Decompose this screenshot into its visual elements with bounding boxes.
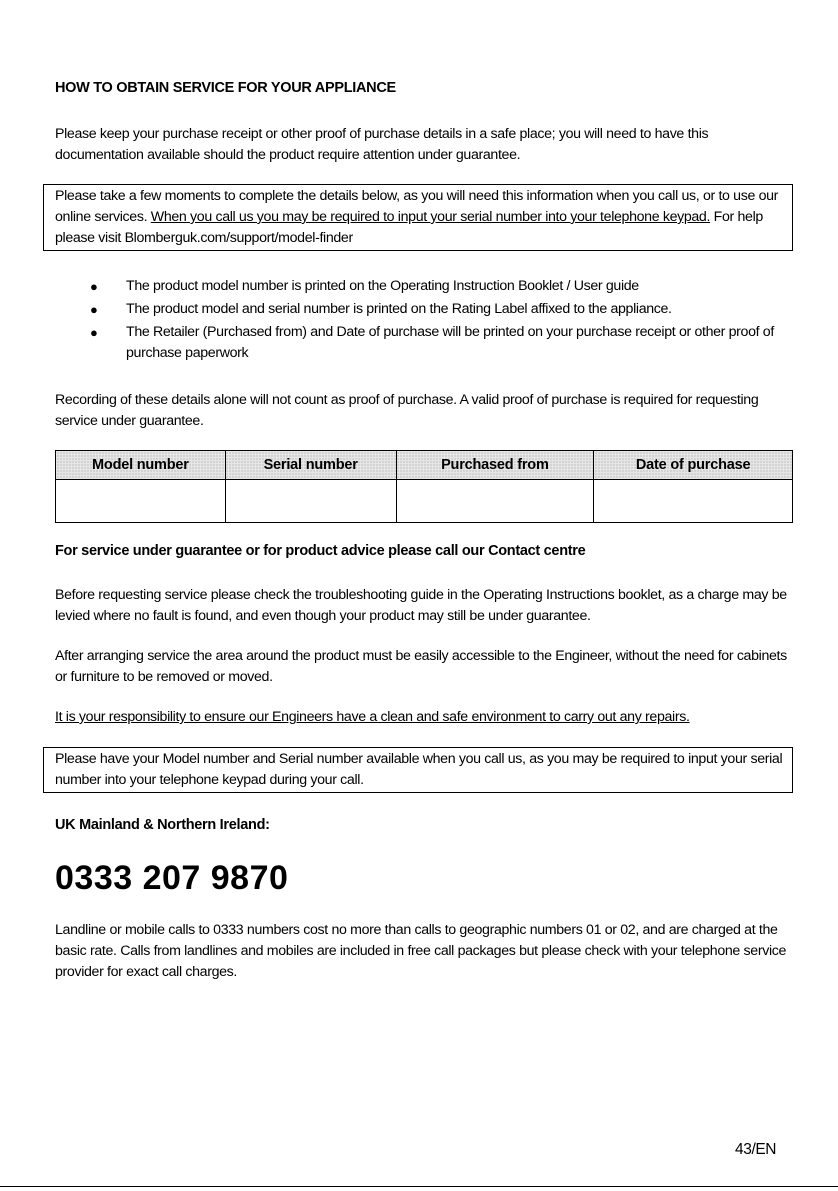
page-divider [0,1186,838,1187]
page-title: HOW TO OBTAIN SERVICE FOR YOUR APPLIANCE [55,80,396,96]
header-purchased-from: Purchased from [396,451,594,480]
table-header-row [56,451,793,480]
page-number: 43/EN [735,1141,777,1158]
before-service-paragraph: Before requesting service please check the troubleshooting guide in the Operating Instructions booklet, as a charge may be levied where no fault is found, and even though your product may still be under guarantee. [55,587,787,624]
serial-number-cell[interactable] [225,480,396,523]
have-numbers-text: Please have your Model number and Serial number available when you call us, as you may be required to input your serial number into your telephone keypad during your call. [55,751,783,788]
purchased-from-cell[interactable] [396,480,594,523]
keypad-notice: When you call us you may be required to input your serial number into your telephone keypad. [150,209,711,225]
bullet-icon: ● [90,302,98,317]
header-serial-number: Serial number [225,451,396,480]
bullet-icon: ● [90,325,98,340]
date-of-purchase-cell[interactable] [594,480,793,523]
have-numbers-box [43,747,793,793]
bullet-icon: ● [90,279,98,294]
header-date-of-purchase: Date of purchase [594,451,793,480]
intro-paragraph: Please keep your purchase receipt or other proof of purchase details in a safe place; you will need to have this documentation available should the product require attention under guarantee. [55,126,709,163]
header-model-number: Model number [56,451,226,480]
recording-paragraph: Recording of these details alone will not count as proof of purchase. A valid proof of purchase is required for requesting service under guarantee. [55,392,759,429]
details-info-lead: Please take a few moments to complete the details below, as you will need this information when you call us, or to use our online services. [55,188,779,225]
details-info-box [43,184,793,251]
call-charges-paragraph: Landline or mobile calls to 0333 numbers cost no more than calls to geographic numbers 01 or 02, and are charged at the basic rate. Calls from landlines and mobiles are included in free call packages but please check with your telephone service provider for exact call charges. [55,922,787,980]
model-finder-help: For help please visit Blomberguk.com/support/model-finder [55,209,763,246]
list-item: ● The product model and serial number is printed on the Rating Label affixed to the appliance. [55,299,775,320]
contact-phone-number[interactable]: 0333 207 9870 [55,859,289,897]
purchase-details-table [55,450,793,523]
responsibility-notice: It is your responsibility to ensure our Engineers have a clean and safe environment to carry out any repairs. [55,709,690,725]
model-number-cell[interactable] [56,480,226,523]
table-row [56,480,793,523]
after-service-paragraph: After arranging service the area around the product must be easily accessible to the Engineer, without the need for cabinets or furniture to be removed or moved. [55,648,787,685]
info-location-list [55,276,775,366]
list-item: ● The product model number is printed on the Operating Instruction Booklet / User guide [55,276,775,297]
service-heading: For service under guarantee or for product advice please call our Contact centre [55,543,586,559]
region-heading: UK Mainland & Northern Ireland: [55,817,270,833]
list-item: ● The Retailer (Purchased from) and Date of purchase will be printed on your purchase receipt or other proof of purchase paperwork [90,324,774,361]
